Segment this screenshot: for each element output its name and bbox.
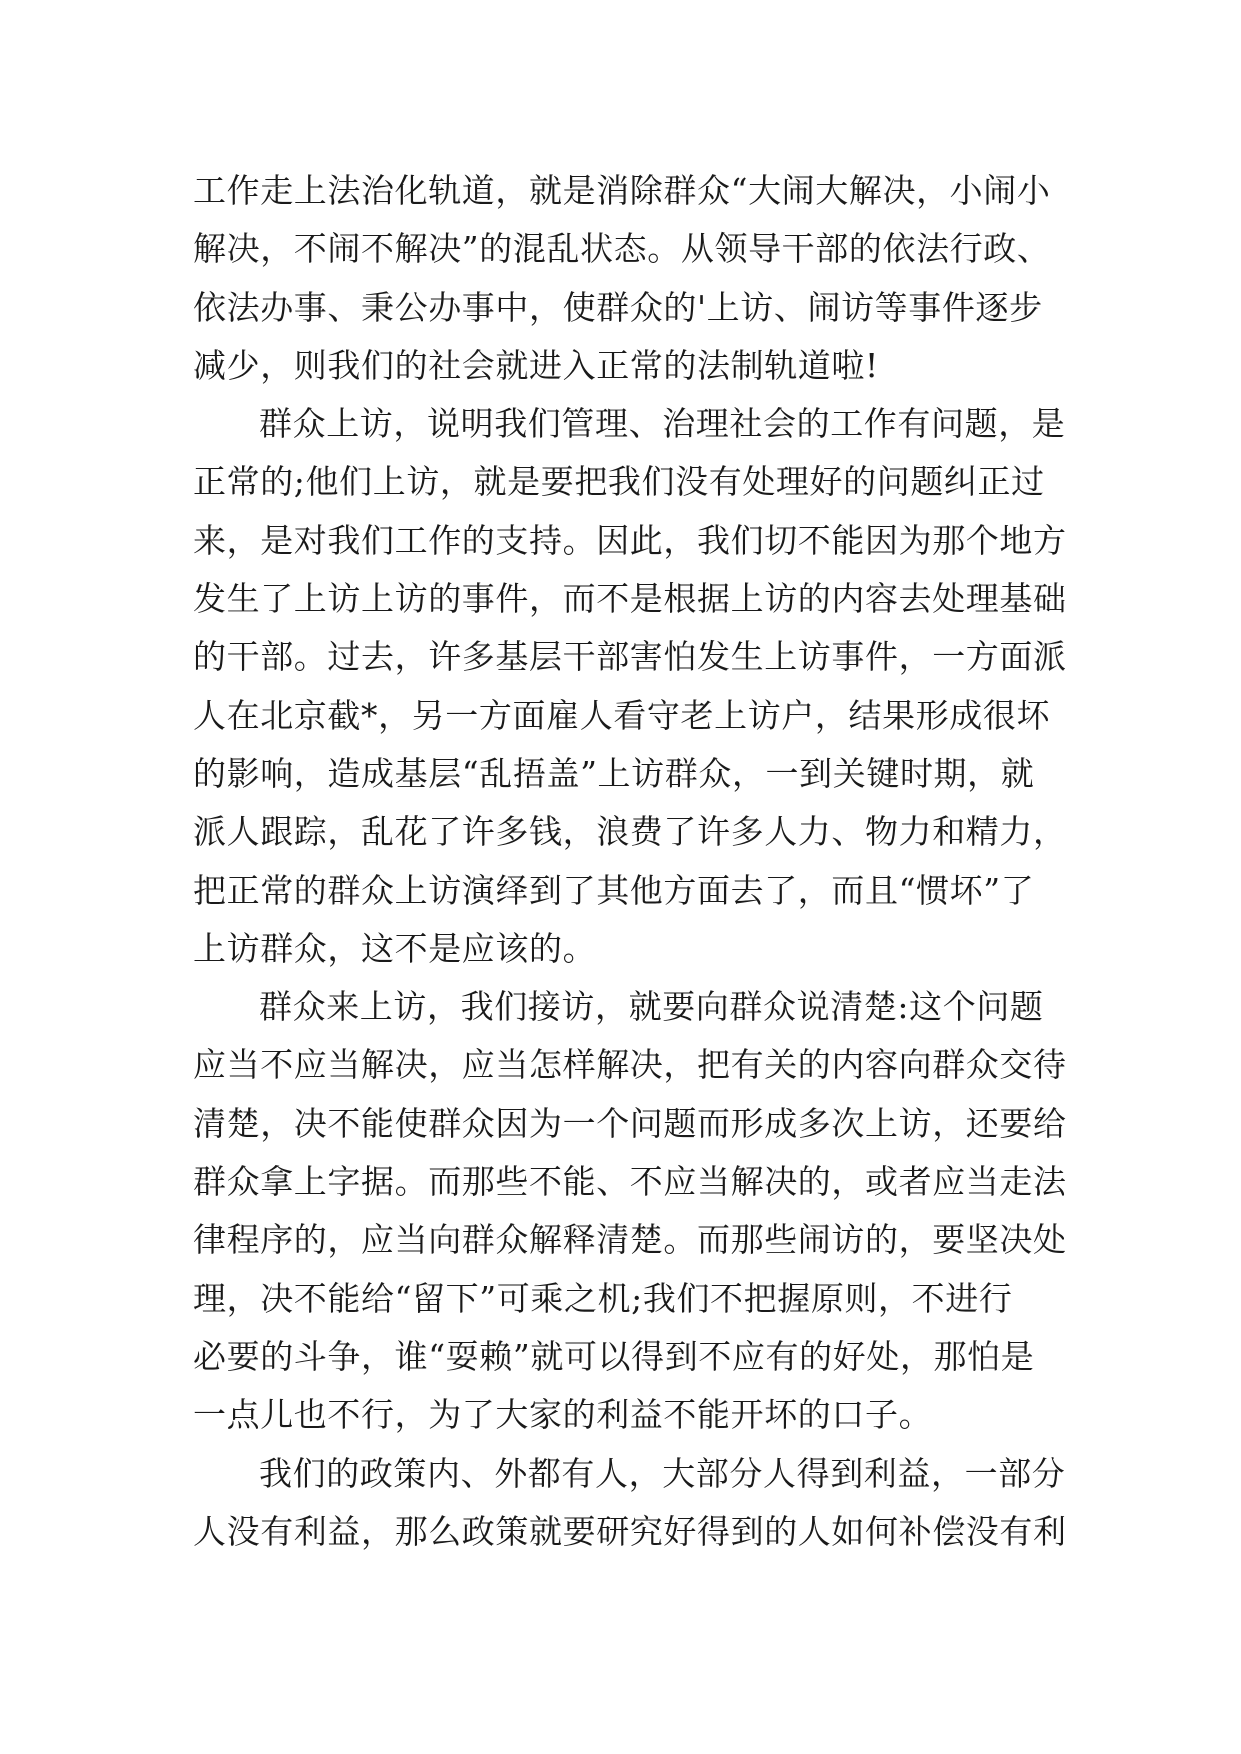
text-line: 必要的斗争，谁“耍赖”就可以得到不应有的好处，那怕是 xyxy=(193,1336,1035,1376)
text-line: 的影响，造成基层“乱捂盖”上访群众，一到关键时期，就 xyxy=(193,753,1035,793)
text-line: 工作走上法治化轨道，就是消除群众“大闹大解决，小闹小 xyxy=(193,171,1051,210)
text-line: 群众来上访，我们接访，就要向群众说清楚:这个问题 xyxy=(259,987,1044,1027)
text-line: 群众拿上字据。而那些不能、不应当解决的，或者应当走法 xyxy=(193,1162,1067,1202)
text-line: 派人跟踪，乱花了许多钱，浪费了许多人力、物力和精力， xyxy=(193,812,1067,852)
text-line: 发生了上访上访的事件，而不是根据上访的内容去处理基础 xyxy=(193,579,1067,619)
text-line: 正常的;他们上访，就是要把我们没有处理好的问题纠正过 xyxy=(193,462,1045,502)
paragraph-3 xyxy=(193,978,1067,1444)
text-line: 减少，则我们的社会就进入正常的法制轨道啦! xyxy=(193,345,879,385)
text-line: 的干部。过去，许多基层干部害怕发生上访事件，一方面派 xyxy=(193,637,1067,677)
paragraph-2 xyxy=(193,395,1067,978)
text-line: 我们的政策内、外都有人，大部分人得到利益，一部分 xyxy=(259,1453,1066,1493)
paragraph-1 xyxy=(193,162,1053,395)
text-line: 解决，不闹不解决”的混乱状态。从领导干部的依法行政、 xyxy=(193,229,1051,269)
text-line: 应当不应当解决，应当怎样解决，把有关的内容向群众交待 xyxy=(193,1045,1067,1085)
text-line: 律程序的，应当向群众解释清楚。而那些闹访的，要坚决处 xyxy=(193,1220,1067,1260)
text-line: 人没有利益，那么政策就要研究好得到的人如何补偿没有利 xyxy=(193,1511,1067,1551)
text-line: 群众上访，说明我们管理、治理社会的工作有问题，是 xyxy=(259,404,1066,444)
paragraph-4 xyxy=(193,1445,1067,1562)
document-body xyxy=(193,162,1067,1561)
text-line: 依法办事、秉公办事中，使群众的'上访、闹访等事件逐步 xyxy=(193,287,1043,327)
text-line: 把正常的群众上访演绎到了其他方面去了，而且“惯坏”了 xyxy=(193,870,1035,910)
text-line: 上访群众，这不是应该的。 xyxy=(193,928,597,968)
text-line: 一点儿也不行，为了大家的利益不能开坏的口子。 xyxy=(193,1395,933,1435)
text-line: 清楚，决不能使群众因为一个问题而形成多次上访，还要给 xyxy=(193,1103,1067,1143)
text-line: 理，决不能给“留下”可乘之机;我们不把握原则，不进行 xyxy=(193,1278,1013,1318)
text-line: 来，是对我们工作的支持。因此，我们切不能因为那个地方 xyxy=(193,520,1067,560)
text-line: 人在北京截*，另一方面雇人看守老上访户，结果形成很坏 xyxy=(193,695,1051,735)
